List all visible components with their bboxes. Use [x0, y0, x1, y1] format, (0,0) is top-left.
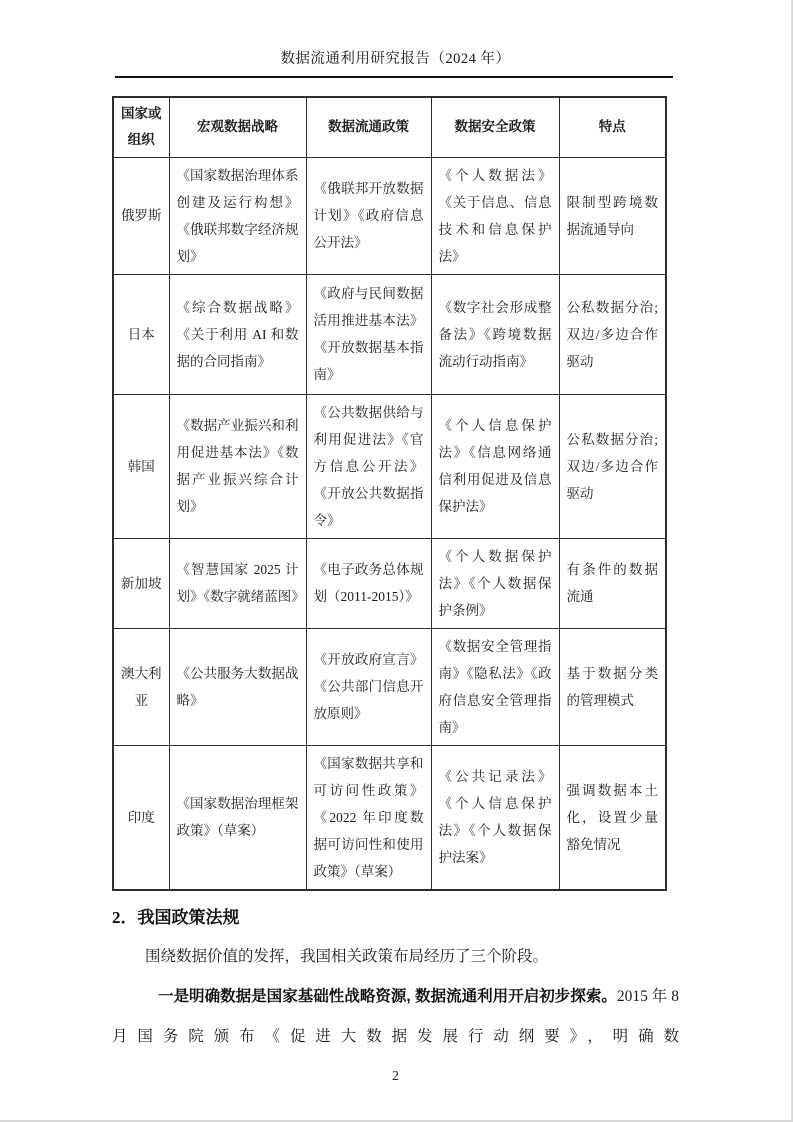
country-cell: 韩国 [113, 394, 169, 538]
features-cell: 强调数据本土化，设置少量豁免情况 [559, 745, 666, 890]
macro-strategy-cell: 《智慧国家 2025 计划》《数字就绪蓝图》 [169, 538, 306, 628]
circulation-policy-cell: 《开放政府宣言》《公共部门信息开放原则》 [306, 628, 431, 745]
table-row [113, 157, 666, 274]
security-policy-cell: 《个人信息保护法》《信息网络通信利用促进及信息保护法》 [431, 394, 559, 538]
column-header: 数据安全政策 [431, 97, 559, 157]
macro-strategy-cell: 《国家数据治理框架政策》（草案） [169, 745, 306, 890]
stage-one-regular-text: 2015 年 8 月国务院颁布《促进大数据发展行动纲要》，明确数 [112, 987, 679, 1045]
column-header: 数据流通政策 [306, 97, 431, 157]
features-cell: 限制型跨境数据流通导向 [559, 157, 666, 274]
column-header: 国家或组织 [113, 97, 169, 157]
section-heading: 2．我国政策法规 [112, 907, 240, 927]
features-cell: 公私数据分治;双边/多边合作驱动 [559, 394, 666, 538]
column-header: 特点 [559, 97, 666, 157]
country-cell: 新加坡 [113, 538, 169, 628]
security-policy-cell: 《数字社会形成整备法》《跨境数据流动行动指南》 [431, 274, 559, 394]
features-cell: 有条件的数据流通 [559, 538, 666, 628]
table-row [113, 628, 666, 745]
security-policy-cell: 《个人数据法》《关于信息、信息技术和信息保护法》 [431, 157, 559, 274]
security-policy-cell: 《个人数据保护法》《个人数据保护条例》 [431, 538, 559, 628]
security-policy-cell: 《公共记录法》《个人信息保护法》《个人数据保护法案》 [431, 745, 559, 890]
country-cell: 日本 [113, 274, 169, 394]
table-row [113, 538, 666, 628]
page-number: 2 [392, 1067, 399, 1083]
macro-strategy-cell: 《公共服务大数据战略》 [169, 628, 306, 745]
table-row [113, 394, 666, 538]
circulation-policy-cell: 《俄联邦开放数据计划》《政府信息公开法》 [306, 157, 431, 274]
circulation-policy-cell: 《政府与民间数据活用推进基本法》《开放数据基本指南》 [306, 274, 431, 394]
country-cell: 澳大利亚 [113, 628, 169, 745]
features-cell: 基于数据分类的管理模式 [559, 628, 666, 745]
paragraph-stage-one [112, 977, 679, 1057]
circulation-policy-cell: 《公共数据供给与利用促进法》《官方信息公开法》《开放公共数据指令》 [306, 394, 431, 538]
column-header: 宏观数据战略 [169, 97, 306, 157]
table-row [113, 274, 666, 394]
macro-strategy-cell: 《数据产业振兴和利用促进基本法》《数据产业振兴综合计划》 [169, 394, 306, 538]
stage-one-bold-text: 一是明确数据是国家基础性战略资源, 数据流通利用开启初步探索。 [158, 987, 617, 1005]
security-policy-cell: 《数据安全管理指南》《隐私法》《政府信息安全管理指南》 [431, 628, 559, 745]
table-row [113, 745, 666, 890]
country-cell: 俄罗斯 [113, 157, 169, 274]
circulation-policy-cell: 《电子政务总体规划（2011-2015）》 [306, 538, 431, 628]
country-cell: 印度 [113, 745, 169, 890]
macro-strategy-cell: 《国家数据治理体系创建及运行构想》《俄联邦数字经济规划》 [169, 157, 306, 274]
features-cell: 公私数据分治;双边/多边合作驱动 [559, 274, 666, 394]
circulation-policy-cell: 《国家数据共享和可访问性政策》《2022 年印度数据可访问性和使用政策》（草案） [306, 745, 431, 890]
policy-comparison-table [112, 96, 667, 891]
paragraph-intro: 围绕数据价值的发挥，我国相关政策布局经历了三个阶段。 [145, 947, 549, 965]
table-header-row [113, 97, 666, 157]
macro-strategy-cell: 《综合数据战略》《关于利用 AI 和数据的合同指南》 [169, 274, 306, 394]
header-rule [115, 76, 673, 78]
header-title: 数据流通利用研究报告（2024 年） [280, 51, 511, 67]
